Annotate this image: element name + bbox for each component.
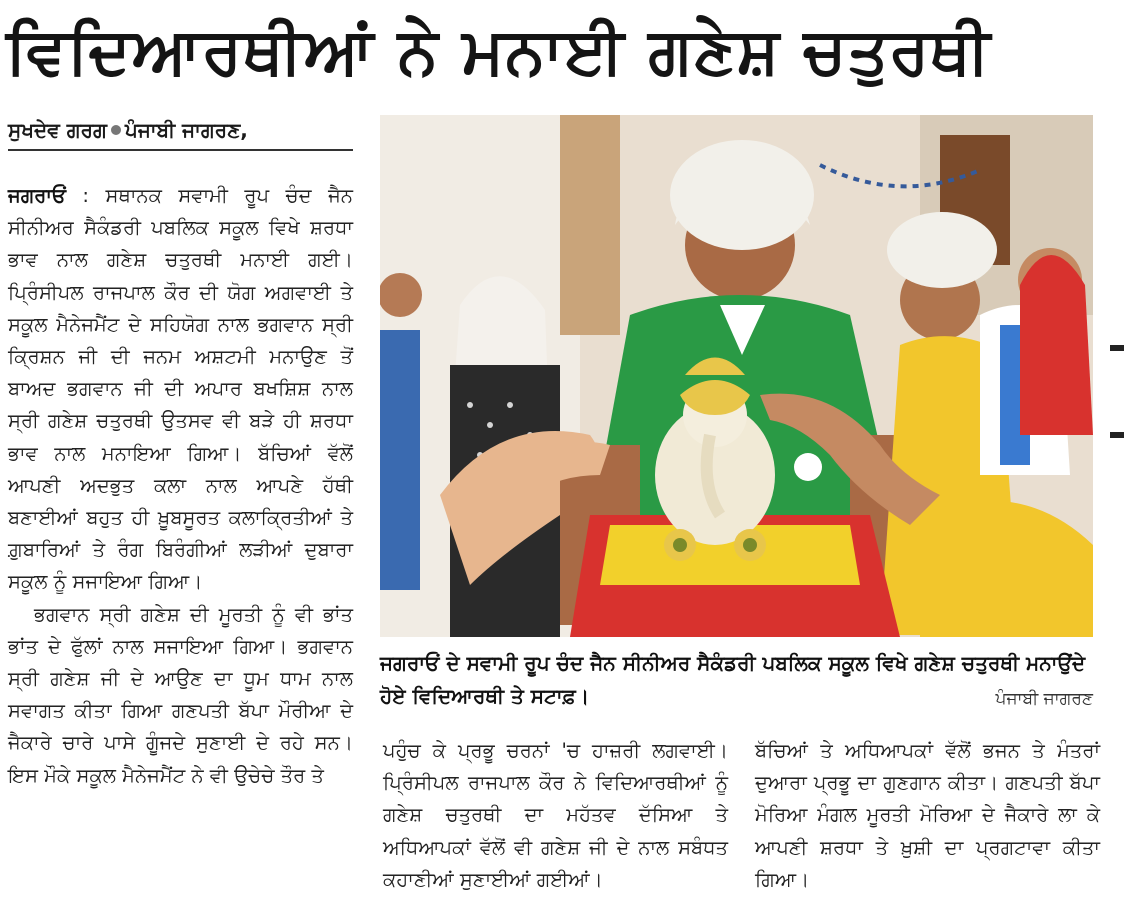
photo-caption: ਜਗਰਾਓਂ ਦੇ ਸਵਾਮੀ ਰੂਪ ਚੰਦ ਜੈਨ ਸੀਨੀਅਰ ਸੈਕੰਡਰੀ ਪਬਲਿਕ ਸਕੂਲ ਵਿਖੇ ਗਣੇਸ਼ ਚਤੁਰਥੀ ਮਨਾਉਂਦੇ ਹੋਏ ਵਿਦਿਆਰਥੀ ਤੇ ਸਟਾਫ਼।	[380, 651, 1086, 708]
photo-illustration	[380, 115, 1093, 637]
edge-mark	[1110, 345, 1124, 351]
article-paragraph-3: ਪਹੁੰਚ ਕੇ ਪ੍ਰਭੂ ਚਰਨਾਂ 'ਚ ਹਾਜ਼ਰੀ ਲਗਵਾਈ। ਪ੍ਰਿੰਸੀਪਲ ਰਾਜਪਾਲ ਕੌਰ ਨੇ ਵਿਦਿਆਰਥੀਆਂ ਨੂੰ ਗਣੇਸ਼ ਚਤੁਰਥੀ ਦਾ ਮਹੱਤਵ ਦੱਸਿਆ ਤੇ ਅਧਿਆਪਕਾਂ ਵੱਲੋਂ ਵੀ ਗਣੇਸ਼ ਜੀ ਦੇ ਨਾਲ ਸਬੰਧਤ ਕਹਾਣੀਆਂ ਸੁਣਾਈਆਂ ਗਈਆਂ।	[383, 739, 728, 891]
article-paragraph-4: ਬੱਚਿਆਂ ਤੇ ਅਧਿਆਪਕਾਂ ਵੱਲੋਂ ਭਜਨ ਤੇ ਮੰਤਰਾਂ ਦੁਆਰਾ ਪ੍ਰਭੂ ਦਾ ਗੁਣਗਾਨ ਕੀਤਾ। ਗਣਪਤੀ ਬੱਪਾ ਮੋਰਿਆ ਮੰਗਲ ਮੂਰਤੀ ਮੋਰਿਆ ਦੇ ਜੈਕਾਰੇ ਲਾ ਕੇ ਆਪਣੀ ਸ਼ਰਧਾ ਤੇ ਖ਼ੁਸ਼ੀ ਦਾ ਪ੍ਰਗਟਾਵਾ ਕੀਤਾ ਗਿਆ।	[755, 739, 1100, 891]
photo-credit: ਪੰਜਾਬੀ ਜਾਗਰਣ	[995, 689, 1093, 709]
separator-dot	[111, 125, 121, 135]
article-column-1	[8, 180, 353, 792]
article-paragraph-2: ਭਗਵਾਨ ਸ੍ਰੀ ਗਣੇਸ਼ ਦੀ ਮੂਰਤੀ ਨੂੰ ਵੀ ਭਾਂਤ ਭਾਂਤ ਦੇ ਫੁੱਲਾਂ ਨਾਲ ਸਜਾਇਆ ਗਿਆ। ਭਗਵਾਨ ਸ੍ਰੀ ਗਣੇਸ਼ ਜੀ ਦੇ ਆਉਣ ਦਾ ਧੂਮ ਧਾਮ ਨਾਲ ਸਵਾਗਤ ਕੀਤਾ ਗਿਆ ਗਣਪਤੀ ਬੱਪਾ ਮੌਰੀਆ ਦੇ ਜੈਕਾਰੇ ਚਾਰੇ ਪਾਸੇ ਗੂੰਜਦੇ ਸੁਣਾਈ ਦੇ ਰਹੇ ਸਨ। ਇਸ ਮੌਕੇ ਸਕੂਲ ਮੈਨੇਜਮੈਂਟ ਨੇ ਵੀ ਉਚੇਚੇ ਤੌਰ ਤੇ	[8, 602, 353, 787]
headline: ਵਿਦਿਆਰਥੀਆਂ ਨੇ ਮਨਾਈ ਗਣੇਸ਼ ਚਤੁਰਥੀ	[6, 15, 992, 89]
edge-mark	[1110, 432, 1124, 438]
byline-publication: ਪੰਜਾਬੀ ਜਾਗਰਣ,	[124, 118, 248, 142]
byline-author: ਸੁਖਦੇਵ ਗਰਗ	[8, 118, 107, 142]
article-paragraph-1	[8, 180, 353, 599]
article-column-3	[755, 735, 1100, 896]
news-photo	[380, 115, 1093, 637]
byline	[8, 115, 353, 151]
dateline: ਜਗਰਾਓਂ	[8, 184, 66, 207]
paragraph-1-text: : ਸਥਾਨਕ ਸਵਾਮੀ ਰੂਪ ਚੰਦ ਜੈਨ ਸੀਨੀਅਰ ਸੈਕੰਡਰੀ ਪਬਲਿਕ ਸਕੂਲ ਵਿਖੇ ਸ਼ਰਧਾ ਭਾਵ ਨਾਲ ਗਣੇਸ਼ ਚਤੁਰਥੀ ਮਨਾਈ ਗਈ। ਪ੍ਰਿੰਸੀਪਲ ਰਾਜਪਾਲ ਕੌਰ ਦੀ ਯੋਗ ਅਗਵਾਈ ਤੇ ਸਕੂਲ ਮੈਨੇਜਮੈਂਟ ਦੇ ਸਹਿਯੋਗ ਨਾਲ ਭਗਵਾਨ ਸ੍ਰੀ ਕ੍ਰਿਸ਼ਨ ਜੀ ਦੀ ਜਨਮ ਅਸ਼ਟਮੀ ਮਨਾਉਣ ਤੋਂ ਬਾਅਦ ਭਗਵਾਨ ਜੀ ਦੀ ਅਪਾਰ ਬਖਸ਼ਿਸ਼ ਨਾਲ ਸ੍ਰੀ ਗਣੇਸ਼ ਚਤੁਰਥੀ ਉਤਸਵ ਵੀ ਬੜੇ ਹੀ ਸ਼ਰਧਾ ਭਾਵ ਨਾਲ ਮਨਾਇਆ ਗਿਆ। ਬੱਚਿਆਂ ਵੱਲੋਂ ਆਪਣੀ ਅਦਭੁਤ ਕਲਾ ਨਾਲ ਆਪਣੇ ਹੱਥੀ ਬਣਾਈਆਂ ਬਹੁਤ ਹੀ ਖ਼ੂਬਸੂਰਤ ਕਲਾਕ੍ਰਿਤੀਆਂ ਤੇ ਗ਼ੁਬਾਰਿਆਂ ਤੇ ਰੰਗ ਬਿਰੰਗੀਆਂ ਲੜੀਆਂ ਦੁਬਾਰਾ ਸਕੂਲ ਨੂੰ ਸਜਾਇਆ ਗਿਆ।	[8, 184, 353, 594]
article-column-2	[383, 735, 728, 896]
